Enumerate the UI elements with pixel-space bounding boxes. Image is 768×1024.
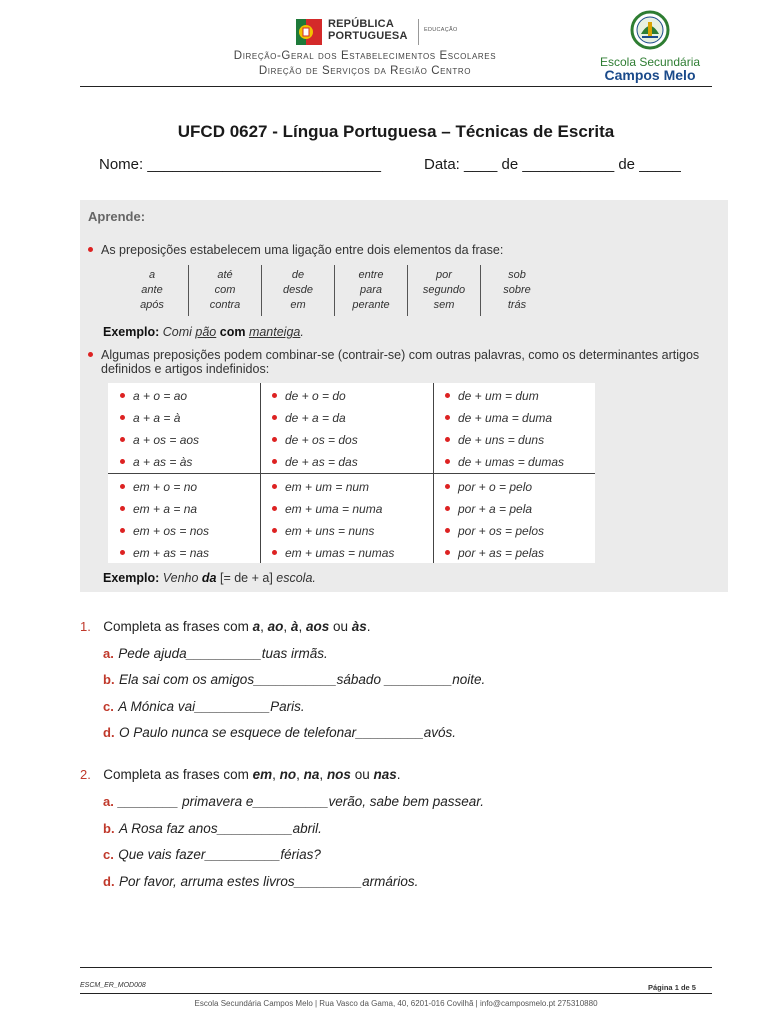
ministry-label: EDUCAÇÃO	[424, 27, 458, 33]
exercise-1-item-c: c. A Mónica vai__________Paris.	[103, 699, 305, 714]
contraction-item: por + o = pelo	[445, 480, 532, 494]
contraction-item: em + uma = numa	[272, 502, 382, 516]
page-title: UFCD 0627 - Língua Portuguesa – Técnicas de Escrita	[177, 122, 615, 141]
contraction-item: em + um = num	[272, 480, 369, 494]
preposition-cell: entre para perante	[335, 265, 408, 316]
header-line-2: Direção de Serviços da Região Centro	[258, 65, 472, 77]
contraction-item: em + a = na	[120, 502, 197, 516]
bullet-dot-icon	[272, 528, 277, 533]
page-number: Página 1 de 5	[648, 983, 696, 992]
name-field: Nome: ____________________________	[99, 156, 381, 173]
contraction-item: por + as = pelas	[445, 546, 544, 560]
contraction-item: a + a = à	[120, 411, 180, 425]
footer-divider-top	[80, 967, 712, 968]
school-logo	[590, 10, 710, 83]
exercise-1-heading: 1. Completa as frases com a, ao, à, aos ou às.	[80, 619, 371, 634]
bullet-dot-icon	[120, 459, 125, 464]
contraction-item: por + os = pelos	[445, 524, 544, 538]
bullet-dot-icon	[445, 459, 450, 464]
bullet-contractions: Algumas preposições podem combinar-se (contrair-se) com outras palavras, como os determinantes artigos definidos e artigos indefinidos:	[88, 348, 728, 376]
contraction-item: de + a = da	[272, 411, 346, 425]
bullet-dot-icon	[272, 506, 277, 511]
bullet-dot-icon	[272, 484, 277, 489]
bullet-dot-icon	[445, 415, 450, 420]
bullet-dot-icon	[120, 506, 125, 511]
contraction-item: em + as = nas	[120, 546, 209, 560]
contraction-item: de + o = do	[272, 389, 346, 403]
contraction-item: de + um = dum	[445, 389, 539, 403]
contraction-item: em + os = nos	[120, 524, 209, 538]
bullet-dot-icon	[120, 550, 125, 555]
bullet-dot-icon	[120, 528, 125, 533]
republica-portuguesa-logo	[296, 17, 464, 47]
contraction-item: de + uns = duns	[445, 433, 544, 447]
exercise-2-item-b: b. A Rosa faz anos__________abril.	[103, 821, 322, 836]
bullet-dot-icon	[445, 528, 450, 533]
contraction-item: em + umas = numas	[272, 546, 394, 560]
footer-divider-bottom	[80, 993, 712, 994]
bullet-dot-icon	[272, 415, 277, 420]
preposition-cell: sob sobre trás	[481, 265, 554, 316]
exercise-2-heading: 2. Completa as frases com em, no, na, nos ou nas.	[80, 767, 401, 782]
contraction-item: em + o = no	[120, 480, 197, 494]
bullet-dot-icon	[120, 484, 125, 489]
bullet-dot-icon	[272, 459, 277, 464]
school-emblem-icon	[630, 10, 670, 50]
table-divider	[108, 473, 595, 474]
header-institution	[190, 49, 540, 79]
bullet-dot-icon	[445, 484, 450, 489]
contraction-item: de + os = dos	[272, 433, 358, 447]
contractions-table	[108, 383, 595, 563]
school-name-line2: Campos Melo	[604, 67, 696, 83]
example-1: Exemplo: Comi pão com manteiga.	[103, 325, 304, 339]
bullet-dot-icon	[272, 437, 277, 442]
example-2: Exemplo: Venho da [= de + a] escola.	[103, 571, 316, 585]
prepositions-table	[116, 265, 553, 316]
contraction-item: de + uma = duma	[445, 411, 552, 425]
republica-text: REPÚBLICA PORTUGUESA	[328, 18, 408, 42]
header-line-1: Direção-Geral dos Estabelecimentos Escolares	[233, 50, 497, 62]
school-name-line1: Escola Secundária	[599, 55, 701, 69]
contraction-item: a + as = às	[120, 455, 192, 469]
bullet-prepositions: As preposições estabelecem uma ligação entre dois elementos da frase:	[88, 243, 503, 257]
contraction-item: de + as = das	[272, 455, 358, 469]
logo-separator	[418, 19, 419, 45]
contraction-item: por + a = pela	[445, 502, 532, 516]
document-code: ESCM_ER_MOD008	[80, 982, 146, 989]
exercise-1-item-a: a. Pede ajuda__________tuas irmãs.	[103, 646, 328, 661]
exercise-2-item-d: d. Por favor, arruma estes livros_________armários.	[103, 874, 419, 889]
exercise-1-item-d: d. O Paulo nunca se esquece de telefonar_________avós.	[103, 725, 457, 740]
preposition-cell: a ante após	[140, 269, 164, 311]
preposition-cell: até com contra	[189, 265, 262, 316]
contraction-item: em + uns = nuns	[272, 524, 374, 538]
contraction-item: a + o = ao	[120, 389, 187, 403]
contraction-item: de + umas = dumas	[445, 455, 564, 469]
bullet-dot-icon	[88, 247, 93, 252]
bullet-dot-icon	[120, 415, 125, 420]
preposition-cell: de desde em	[262, 265, 335, 316]
bullet-dot-icon	[272, 550, 277, 555]
preposition-cell: por segundo sem	[408, 265, 481, 316]
exercise-2-item-c: c. Que vais fazer__________férias?	[103, 847, 321, 862]
bullet-dot-icon	[445, 393, 450, 398]
footer-address: Escola Secundária Campos Melo | Rua Vasco da Gama, 40, 6201-016 Covilhã | info@camposmelo.pt 275310880	[194, 999, 598, 1008]
bullet-dot-icon	[445, 437, 450, 442]
exercise-1-item-b: b. Ela sai com os amigos___________sábado _________noite.	[103, 672, 486, 687]
coat-of-arms-icon	[296, 19, 322, 45]
header-divider	[80, 86, 712, 87]
date-field: Data: ____ de ___________ de _____	[424, 156, 681, 173]
bullet-dot-icon	[272, 393, 277, 398]
contraction-item: a + os = aos	[120, 433, 199, 447]
bullet-dot-icon	[445, 506, 450, 511]
bullet-dot-icon	[88, 352, 93, 357]
bullet-dot-icon	[120, 393, 125, 398]
aprende-heading: Aprende:	[88, 209, 146, 224]
bullet-dot-icon	[120, 437, 125, 442]
bullet-dot-icon	[445, 550, 450, 555]
exercise-2-item-a: a. ________ primavera e__________verão, sabe bem passear.	[103, 794, 485, 809]
